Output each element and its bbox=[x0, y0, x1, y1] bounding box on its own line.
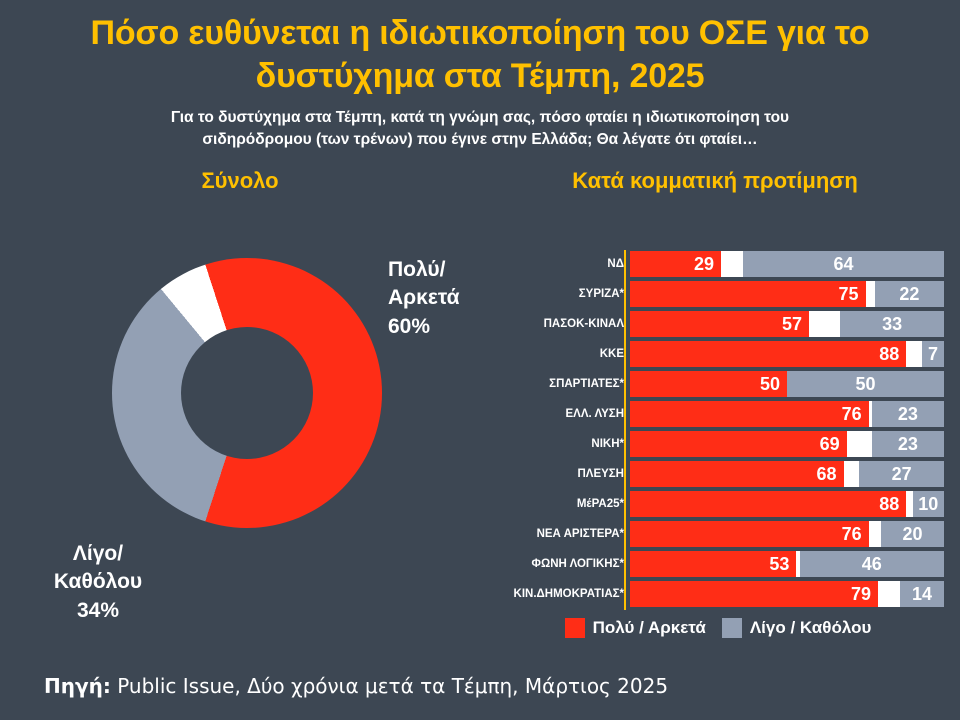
legend-item-polu-arketa bbox=[565, 618, 706, 638]
bar-track bbox=[630, 491, 944, 517]
source-text: Public Issue, Δύο χρόνια μετά τα Τέμπη, Μάρτιος 2025 bbox=[110, 674, 669, 698]
legend-swatch-red-icon bbox=[565, 618, 585, 638]
bar-segment-ligo-katholou bbox=[859, 461, 944, 487]
bar-value-polu-arketa: 76 bbox=[841, 523, 862, 544]
bar-value-polu-arketa: 79 bbox=[851, 583, 872, 604]
bar-segment-ligo-katholou bbox=[913, 491, 944, 517]
bar-value-polu-arketa: 68 bbox=[816, 463, 837, 484]
bar-track bbox=[630, 281, 944, 307]
bar-track bbox=[630, 521, 944, 547]
donut-chart bbox=[8, 248, 478, 648]
bar-row-label: ΦΩΝΗ ΛΟΓΙΚΗΣ* bbox=[531, 558, 624, 571]
bar-value-ligo-katholou: 46 bbox=[861, 553, 882, 574]
bar-segment-no-answer bbox=[844, 461, 860, 487]
legend-label-polu-arketa: Πολύ / Αρκετά bbox=[592, 618, 706, 637]
bar-value-polu-arketa: 69 bbox=[819, 433, 840, 454]
page-subtitle: Για το δυστύχημα στα Τέμπη, κατά τη γνώμη σας, πόσο φταίει η ιδιωτικοποίηση του σιδηρόδρομου (των τρένων) που έγινε στην Ελλάδα; Θα λέγατε ότι φταίει… bbox=[170, 109, 790, 148]
legend-swatch-grey-icon bbox=[722, 618, 742, 638]
source-note bbox=[44, 674, 668, 698]
bar-segment-polu-arketa bbox=[630, 401, 869, 427]
bar-segment-polu-arketa bbox=[630, 371, 787, 397]
bar-row bbox=[492, 490, 944, 519]
donut-hole bbox=[181, 327, 313, 459]
bar-row-label: ΠΛΕΥΣΗ bbox=[577, 468, 624, 481]
bar-row-label: ΝΔ bbox=[607, 258, 624, 271]
bar-segment-ligo-katholou bbox=[787, 371, 944, 397]
bar-row-label: ΣΠΑΡΤΙΑΤΕΣ* bbox=[549, 378, 624, 391]
bar-segment-no-answer bbox=[847, 431, 872, 457]
bar-value-ligo-katholou: 33 bbox=[882, 313, 903, 334]
bar-row-label: ΠΑΣΟΚ-ΚΙΝΑΛ bbox=[543, 318, 624, 331]
bar-segment-ligo-katholou bbox=[922, 341, 944, 367]
bar-row bbox=[492, 550, 944, 579]
bar-value-ligo-katholou: 27 bbox=[891, 463, 912, 484]
left-panel-heading: Σύνολο bbox=[201, 168, 279, 194]
bar-track bbox=[630, 341, 944, 367]
bar-value-polu-arketa: 88 bbox=[879, 493, 900, 514]
bar-segment-ligo-katholou bbox=[875, 281, 944, 307]
bar-track bbox=[630, 251, 944, 277]
right-panel-heading: Κατά κομματική προτίμηση bbox=[572, 168, 858, 194]
page-title: Πόσο ευθύνεται η ιδιωτικοποίηση του ΟΣΕ για το δυστύχημα στα Τέμπη, 2025 bbox=[90, 14, 870, 95]
panel-headings bbox=[0, 168, 960, 204]
bar-track bbox=[630, 431, 944, 457]
bar-segment-polu-arketa bbox=[630, 311, 809, 337]
bar-track bbox=[630, 551, 944, 577]
bar-row-label: ΚΚΕ bbox=[599, 348, 624, 361]
bar-row bbox=[492, 310, 944, 339]
bar-track bbox=[630, 401, 944, 427]
bar-segment-polu-arketa bbox=[630, 491, 906, 517]
bar-row bbox=[492, 460, 944, 489]
bar-value-polu-arketa: 76 bbox=[841, 403, 862, 424]
bar-value-polu-arketa: 75 bbox=[838, 283, 859, 304]
chart-legend bbox=[492, 618, 944, 638]
donut-ring bbox=[112, 258, 382, 528]
bar-segment-polu-arketa bbox=[630, 281, 866, 307]
bar-segment-ligo-katholou bbox=[840, 311, 944, 337]
bar-row bbox=[492, 370, 944, 399]
bar-row bbox=[492, 250, 944, 279]
bar-segment-ligo-katholou bbox=[881, 521, 944, 547]
axis-line bbox=[624, 250, 626, 610]
bar-row-label: ΝΕΑ ΑΡΙΣΤΕΡΑ* bbox=[536, 528, 624, 541]
bar-track bbox=[630, 581, 944, 607]
legend-item-ligo-katholou bbox=[722, 618, 872, 638]
bar-value-ligo-katholou: 14 bbox=[911, 583, 932, 604]
bar-value-ligo-katholou: 22 bbox=[899, 283, 920, 304]
bar-row bbox=[492, 430, 944, 459]
bar-segment-no-answer bbox=[878, 581, 900, 607]
bar-value-polu-arketa: 57 bbox=[781, 313, 802, 334]
bar-segment-ligo-katholou bbox=[872, 431, 944, 457]
bar-segment-polu-arketa bbox=[630, 251, 721, 277]
bar-segment-polu-arketa bbox=[630, 431, 847, 457]
bar-segment-ligo-katholou bbox=[872, 401, 944, 427]
bar-segment-ligo-katholou bbox=[743, 251, 944, 277]
bar-value-ligo-katholou: 64 bbox=[833, 253, 854, 274]
bar-row bbox=[492, 340, 944, 369]
bar-value-ligo-katholou: 10 bbox=[918, 493, 939, 514]
donut-label-polu-arketa: Πολύ/ Αρκετά 60% bbox=[388, 258, 460, 338]
bar-track bbox=[630, 311, 944, 337]
bar-segment-no-answer bbox=[906, 341, 922, 367]
bar-row bbox=[492, 280, 944, 309]
source-prefix: Πηγή: bbox=[44, 674, 111, 698]
bar-track bbox=[630, 461, 944, 487]
bar-value-polu-arketa: 53 bbox=[769, 553, 790, 574]
bar-row-label: ΕΛΛ. ΛΥΣΗ bbox=[565, 408, 624, 421]
bar-segment-ligo-katholou bbox=[900, 581, 944, 607]
bar-row bbox=[492, 400, 944, 429]
bar-segment-polu-arketa bbox=[630, 521, 869, 547]
bar-value-ligo-katholou: 20 bbox=[902, 523, 923, 544]
bar-segment-ligo-katholou bbox=[800, 551, 944, 577]
party-bar-chart bbox=[492, 250, 944, 610]
bar-row-label: ΝΙΚΗ* bbox=[591, 438, 624, 451]
bar-segment-no-answer bbox=[721, 251, 743, 277]
bar-value-ligo-katholou: 50 bbox=[855, 373, 876, 394]
bar-segment-polu-arketa bbox=[630, 461, 844, 487]
bar-segment-polu-arketa bbox=[630, 581, 878, 607]
bar-segment-no-answer bbox=[869, 521, 882, 547]
bar-row bbox=[492, 520, 944, 549]
legend-label-ligo-katholou: Λίγο / Καθόλου bbox=[749, 618, 872, 637]
bar-segment-polu-arketa bbox=[630, 551, 796, 577]
bar-value-polu-arketa: 29 bbox=[694, 253, 715, 274]
donut-label-ligo-katholou: Λίγο/ Καθόλου 34% bbox=[53, 542, 143, 622]
bar-track bbox=[630, 371, 944, 397]
bar-value-ligo-katholou: 23 bbox=[897, 433, 918, 454]
bar-value-ligo-katholou: 23 bbox=[897, 403, 918, 424]
bar-row-label: ΣΥΡΙΖΑ* bbox=[578, 288, 624, 301]
bar-value-polu-arketa: 50 bbox=[759, 373, 780, 394]
bar-segment-no-answer bbox=[866, 281, 875, 307]
bar-value-ligo-katholou: 7 bbox=[927, 343, 938, 364]
bar-row-label: ΜέΡΑ25* bbox=[576, 498, 624, 511]
bar-value-polu-arketa: 88 bbox=[879, 343, 900, 364]
bar-segment-no-answer bbox=[809, 311, 840, 337]
bar-row-label: ΚΙΝ.ΔΗΜΟΚΡΑΤΙΑΣ* bbox=[513, 588, 624, 601]
bar-row bbox=[492, 580, 944, 609]
bar-segment-polu-arketa bbox=[630, 341, 906, 367]
